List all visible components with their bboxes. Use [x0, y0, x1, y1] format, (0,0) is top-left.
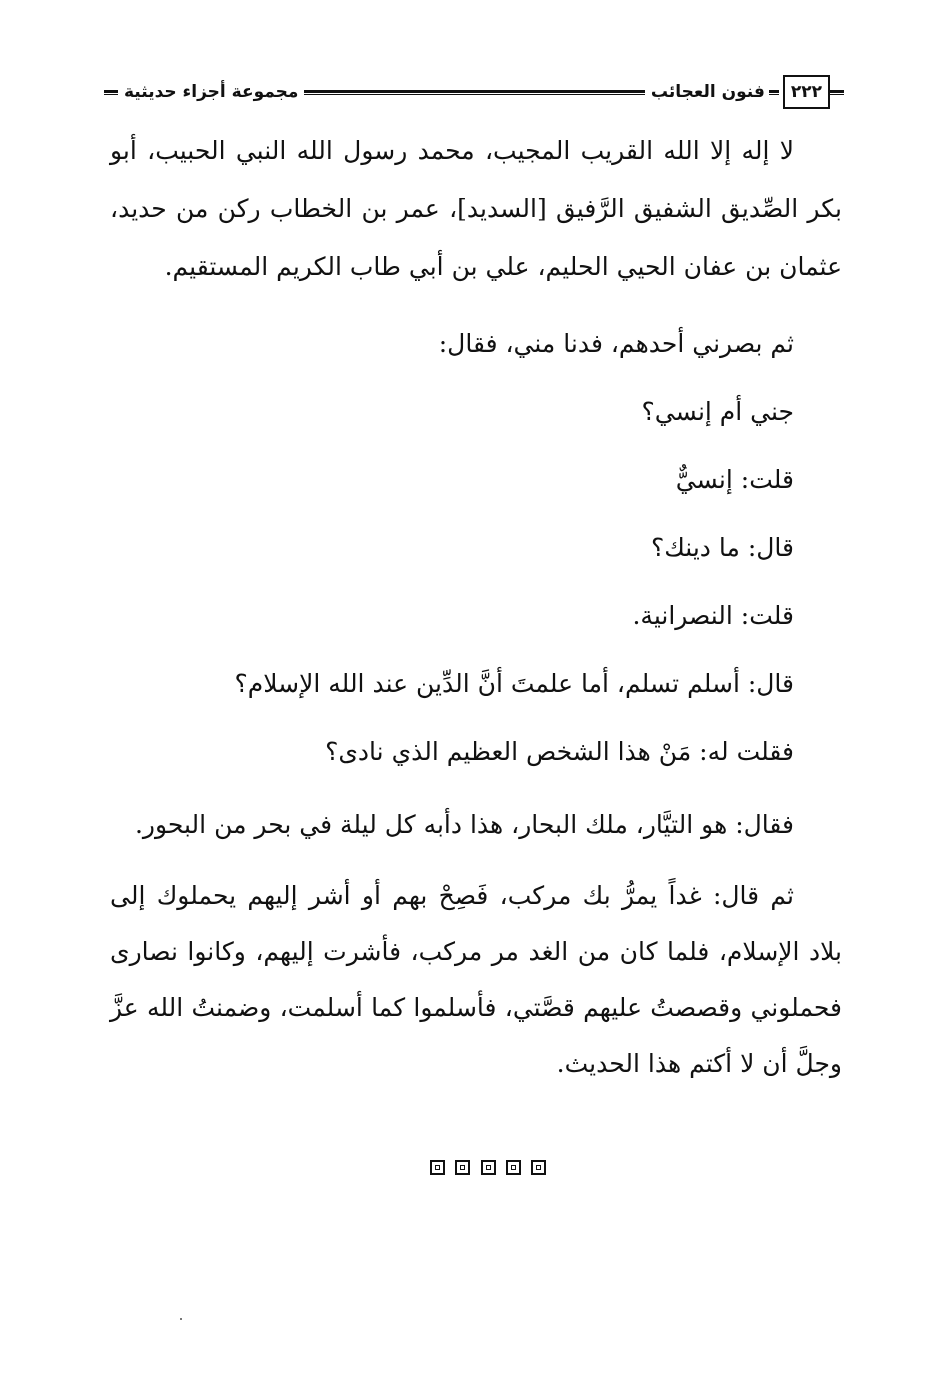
header-rule-left	[104, 90, 118, 95]
end-mark-box	[506, 1160, 521, 1175]
scan-speck	[180, 1318, 182, 1320]
book-title: فنون العجائب	[650, 82, 765, 102]
end-mark-box	[531, 1160, 546, 1175]
dialogue-line: قال: ما دينك؟	[650, 533, 794, 562]
reply-paragraph: فقال: هو التيَّار، ملك البحار، هذا دأبه كل ليلة في بحر من البحور.	[134, 810, 794, 839]
page-number: ٢٢٢	[783, 75, 830, 109]
page-body	[110, 122, 842, 1092]
dialogue-line: قال: أسلم تسلم، أما علمتَ أنَّ الدِّين عند الله الإسلام؟	[234, 669, 794, 698]
closing-paragraph: ثم قال: غداً يمرُّ بك مركب، فَصِحْ بهم أو أشر إليهم يحملوك إلى بلاد الإسلام، فلما كان من الغد مر مركب، فأشرت إليهم، وكانوا نصارى فحملوني وقصصتُ عليهم قصَّتي، فأسلموا كما أسلمت، وضمنتُ الله عزَّ وجلَّ أن لا أكتم هذا الحديث.	[110, 881, 842, 1078]
series-title: مجموعة أجزاء حديثية	[124, 82, 299, 102]
dialogue-line: جني أم إنسي؟	[641, 397, 794, 426]
end-mark-box	[455, 1160, 470, 1175]
header-rule-short	[769, 90, 779, 95]
dialogue-line: ثم بصرني أحدهم، فدنا مني، فقال:	[438, 329, 794, 358]
dialogue-line: قلت: النصرانية.	[632, 601, 794, 630]
dialogue-line: قلت: إنسيٌّ	[675, 465, 794, 494]
running-header	[104, 66, 844, 118]
dialogue-lines	[110, 310, 842, 786]
dialogue-line: فقلت له: مَنْ هذا الشخص العظيم الذي نادى؟	[325, 737, 794, 766]
end-mark-box	[481, 1160, 496, 1175]
end-mark-box	[430, 1160, 445, 1175]
header-rule-right	[830, 90, 844, 95]
header-rule-middle	[304, 90, 644, 95]
opening-paragraph: لا إله إلا الله القريب المجيب، محمد رسول الله النبي الحبيب، أبو بكر الصِّديق الشفيق الرَّفيق [السديد]، عمر بن الخطاب ركن من حديد، عثمان بن عفان الحيي الحليم، علي بن أبي طاب الكريم المستقيم.	[110, 136, 842, 281]
section-end-mark	[430, 1160, 546, 1180]
